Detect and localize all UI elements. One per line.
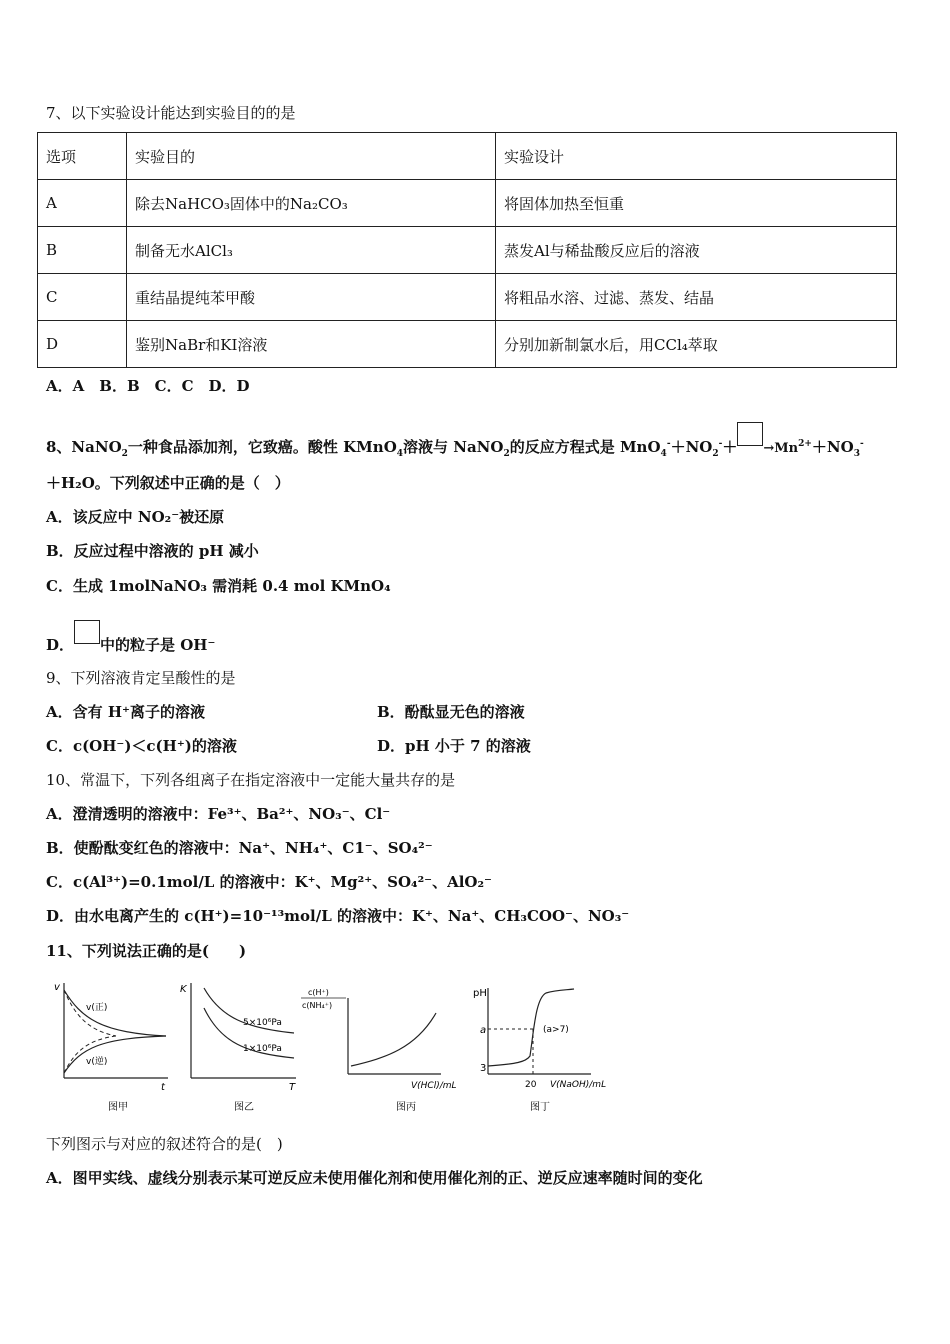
q8-option-c: C．生成 1molNaNO₃ 需消耗 0.4 mol KMnO₄	[46, 577, 391, 595]
row-goal: 重结晶提纯苯甲酸	[127, 274, 496, 321]
tick-label: 3	[480, 1063, 487, 1074]
q7-answers: A．A B．B C．C D．D	[46, 377, 250, 395]
curve-label: 5×10⁶Pa	[243, 1018, 282, 1028]
q9-option-b: B．酚酞显无色的溶液	[377, 703, 525, 721]
catalyzed-forward-curve	[64, 990, 116, 1036]
reverse-rate-curve	[64, 1036, 166, 1073]
axis-label: pH	[473, 988, 487, 999]
header-option: 选项	[38, 133, 127, 180]
ratio-curve	[351, 1013, 436, 1066]
row-design: 将粗品水溶、过滤、蒸发、结晶	[496, 274, 897, 321]
table-header-row	[38, 133, 897, 180]
q7-stem: 7、以下实验设计能达到实验目的的是	[46, 104, 296, 122]
figure-jia	[54, 982, 168, 1113]
q10-option-b: B．使酚酞变红色的溶液中：Na⁺、NH₄⁺、C1⁻、SO₄²⁻	[46, 839, 433, 857]
row-goal: 鉴别NaBr和KI溶液	[127, 321, 496, 368]
q8-stem-part: 一种食品添加剂，它致癌。酸性 KMnO	[127, 438, 397, 456]
header-design: 实验设计	[496, 133, 897, 180]
q8-stem-part: 溶液与 NaNO	[403, 438, 504, 456]
axis-label: T	[289, 1082, 296, 1093]
curve-label: v(逆)	[86, 1057, 108, 1067]
figure-caption: 图丙	[396, 1102, 416, 1113]
q8-option-b: B．反应过程中溶液的 pH 减小	[46, 542, 259, 560]
curve-label: 1×10⁶Pa	[243, 1044, 282, 1054]
figure-caption: 图丁	[530, 1102, 550, 1113]
row-goal: 制备无水AlCl₃	[127, 227, 496, 274]
figure-ding	[473, 988, 606, 1113]
q8-option-d-label: D．	[46, 636, 75, 654]
q8-stem: 8、NaNO$_2$一种食品添加剂，它致癌。酸性 KMnO$_4$溶液与 NaNO$_2$的反应方程式是 $MnO_4^-+NO_2^-+ \to Mn^{2+}+NO_3^-$	[46, 422, 864, 459]
q11-option-a: A．图甲实线、虚线分别表示某可逆反应未使用催化剂和使用催化剂的正、逆反应速率随时间的变化	[46, 1169, 703, 1187]
y-denominator: c(NH₄⁺)	[302, 1001, 333, 1010]
q8-option-d-text: 中的粒子是 OH⁻	[100, 636, 216, 654]
row-design: 蒸发Al与稀盐酸反应后的溶液	[496, 227, 897, 274]
row-option: C	[38, 274, 127, 321]
q8-stem-part: ＋NO	[670, 438, 713, 456]
axis-label: v	[54, 982, 60, 993]
figure-caption: 图甲	[108, 1102, 128, 1113]
axis-label: t	[161, 1082, 165, 1093]
q8-stem-part: 8、NaNO	[46, 438, 122, 456]
figure-caption: 图乙	[234, 1102, 254, 1113]
q8-stem-part: ＋NO	[811, 438, 854, 456]
q11-sub-stem: 下列图示与对应的叙述符合的是( )	[46, 1135, 283, 1153]
q9-stem: 9、下列溶液肯定呈酸性的是	[46, 669, 236, 687]
q9-option-c: C．c(OH⁻)＜c(H⁺)的溶液	[46, 737, 237, 755]
table-row	[38, 227, 897, 274]
q11-figures	[46, 978, 646, 1118]
figure-yi	[180, 983, 296, 1113]
row-option: D	[38, 321, 127, 368]
q8-stem-part: ＋	[722, 438, 738, 456]
blank-box	[737, 422, 763, 446]
row-goal: 除去NaHCO₃固体中的Na₂CO₃	[127, 180, 496, 227]
forward-rate-curve	[64, 990, 166, 1036]
y-numerator: c(H⁺)	[308, 988, 329, 997]
tick-label: 20	[525, 1080, 537, 1090]
q10-stem: 10、常温下，下列各组离子在指定溶液中一定能大量共存的是	[46, 771, 456, 789]
table-row	[38, 180, 897, 227]
table-row	[38, 321, 897, 368]
q8-stem-line2: ＋H₂O。下列叙述中正确的是（ ）	[46, 474, 290, 492]
q10-option-d: D．由水电离产生的 c(H⁺)=10⁻¹³mol/L 的溶液中：K⁺、Na⁺、CH₃COO⁻、NO₃⁻	[46, 907, 630, 925]
axis-label: V(NaOH)/mL	[550, 1080, 607, 1090]
q10-option-c: C．c(Al³⁺)=0.1mol/L 的溶液中：K⁺、Mg²⁺、SO₄²⁻、AlO₂⁻	[46, 873, 492, 891]
row-option: A	[38, 180, 127, 227]
q8-option-a: A．该反应中 NO₂⁻被还原	[46, 508, 225, 526]
q8-option-d	[46, 620, 215, 655]
q11-stem: 11、下列说法正确的是( )	[46, 942, 247, 960]
annotation: (a>7)	[543, 1025, 569, 1035]
figure-bing	[301, 988, 457, 1113]
q7-table	[37, 132, 897, 368]
q8-stem-part: 的反应方程式是 MnO	[509, 438, 661, 456]
table-row	[38, 274, 897, 321]
axis-label: K	[180, 984, 187, 995]
row-design: 分别加新制氯水后，用CCl₄萃取	[496, 321, 897, 368]
catalyzed-reverse-curve	[64, 1036, 116, 1073]
q9-option-d: D．pH 小于 7 的溶液	[377, 737, 531, 755]
header-goal: 实验目的	[127, 133, 496, 180]
curve-label: v(正)	[86, 1003, 108, 1013]
row-design: 将固体加热至恒重	[496, 180, 897, 227]
q10-option-a: A．澄清透明的溶液中：Fe³⁺、Ba²⁺、NO₃⁻、Cl⁻	[46, 805, 391, 823]
blank-box	[74, 620, 100, 644]
tick-label: a	[480, 1025, 487, 1036]
q9-option-a: A．含有 H⁺离子的溶液	[46, 703, 205, 721]
q8-stem-part: →Mn	[763, 441, 799, 456]
row-option: B	[38, 227, 127, 274]
axis-label: V(HCl)/mL	[411, 1081, 457, 1091]
